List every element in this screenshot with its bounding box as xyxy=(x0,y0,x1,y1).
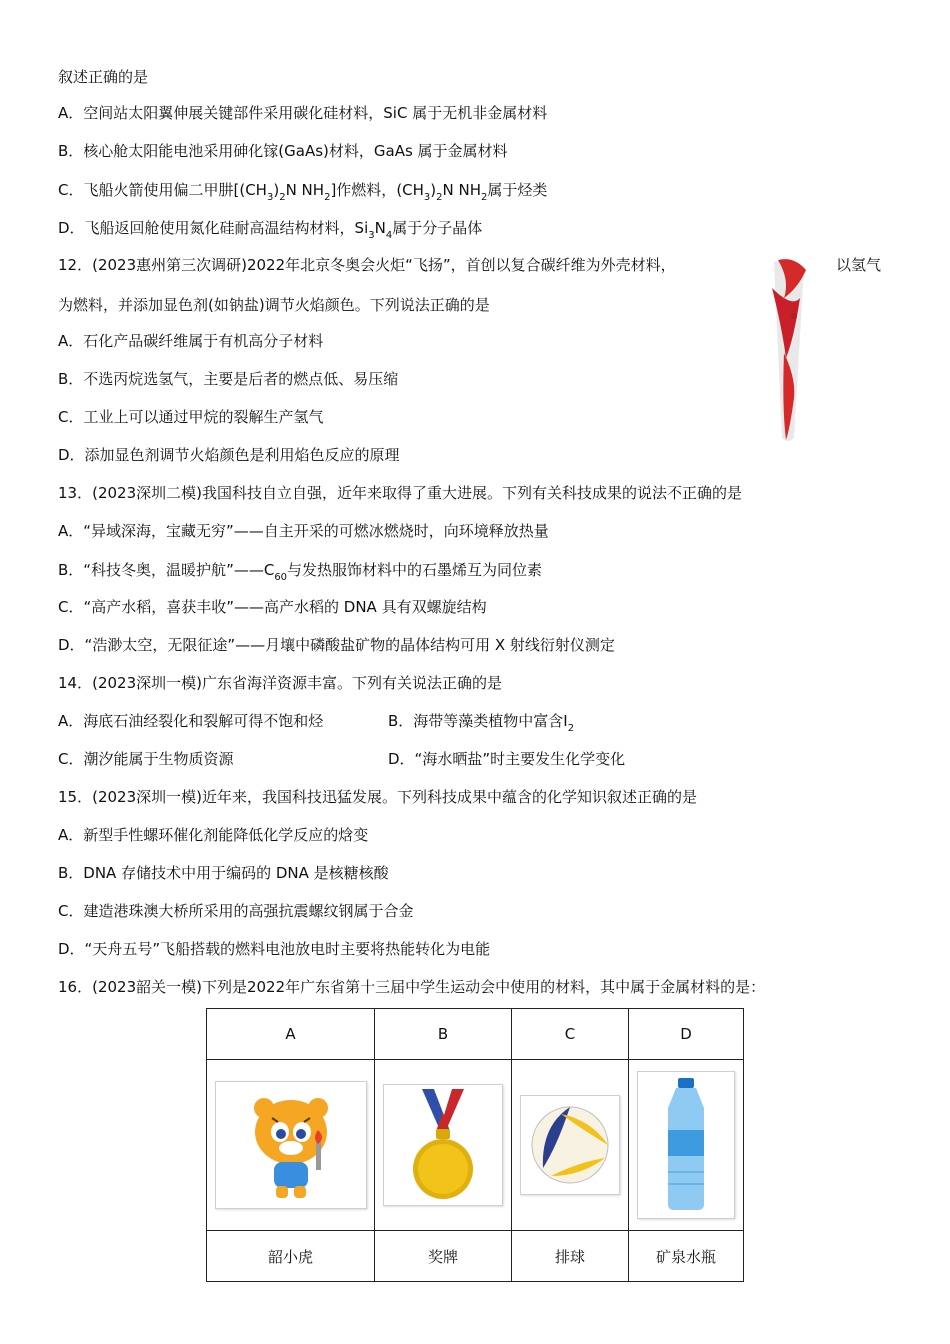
formula-part: ) xyxy=(273,181,280,199)
q15-stem: 15．(2023深圳一模)近年来，我国科技迅猛发展。下列科技成果中蕴含的化学知识叙述正确的是 xyxy=(58,788,697,806)
q14-stem: 14．(2023深圳一模)广东省海洋资源丰富。下列有关说法正确的是 xyxy=(58,674,502,692)
formula-part: (CH xyxy=(396,181,424,199)
caption-a: 韶小虎 xyxy=(207,1231,375,1282)
q11-c-mid: 作燃料， xyxy=(336,181,397,199)
materials-table xyxy=(206,1008,744,1282)
q13-option-d: D．“浩渺太空，无限征途”——月壤中磷酸盐矿物的晶体结构可用 X 射线衍射仪测定 xyxy=(58,636,615,654)
q11-c-prefix: C．飞船火箭使用偏二甲肼 xyxy=(58,181,234,199)
q15-option-d: D．“天舟五号”飞船搭载的燃料电池放电时主要将热能转化为电能 xyxy=(58,940,491,958)
q11-option-c xyxy=(58,180,548,203)
q11-option-a: A．空间站太阳翼伸展关键部件采用碳化硅材料，SiC 属于无机非金属材料 xyxy=(58,104,548,122)
cell-image-a xyxy=(207,1060,375,1231)
q11-d-prefix: D．飞船返回舱使用氮化硅耐高温结构材料，Si xyxy=(58,219,369,237)
intro-line: 叙述正确的是 xyxy=(58,68,149,86)
formula-part: [(CH xyxy=(233,181,267,199)
subscript: 2 xyxy=(481,192,488,203)
formula-part: N NH xyxy=(285,181,325,199)
subscript: 2 xyxy=(436,192,443,203)
subscript: 2 xyxy=(279,192,286,203)
subscript: 4 xyxy=(385,230,393,241)
caption-b: 奖牌 xyxy=(375,1231,512,1282)
frame xyxy=(637,1071,735,1219)
q11-option-d xyxy=(58,218,483,241)
q13-option-a: A．“异域深海，宝藏无穷”——自主开采的可燃冰燃烧时，向环境释放热量 xyxy=(58,522,549,540)
formula-part: N NH xyxy=(442,181,482,199)
subscript: 3 xyxy=(266,192,274,203)
q11-d-suffix: 属于分子晶体 xyxy=(392,219,483,237)
q11-c-suffix: 属于烃类 xyxy=(487,181,548,199)
cell-image-b xyxy=(375,1060,512,1231)
table-image-row xyxy=(207,1060,744,1231)
header-d: D xyxy=(629,1009,744,1060)
subscript: 60 xyxy=(274,572,288,583)
frame xyxy=(383,1084,503,1206)
subscript: 2 xyxy=(567,723,575,734)
q12-option-c: C．工业上可以通过甲烷的裂解生产氢气 xyxy=(58,408,324,426)
q14-option-b xyxy=(388,711,575,734)
cell-image-c xyxy=(512,1060,629,1231)
header-c: C xyxy=(512,1009,629,1060)
q14-option-a: A．海底石油经裂化和裂解可得不饱和烃 xyxy=(58,712,324,730)
q12-option-d: D．添加显色剂调节火焰颜色是利用焰色反应的原理 xyxy=(58,446,400,464)
tiger-mascot-image xyxy=(216,1082,366,1208)
q12-option-b: B．不选丙烷选氢气，主要是后者的燃点低、易压缩 xyxy=(58,370,399,388)
q15-option-a: A．新型手性螺环催化剂能降低化学反应的焓变 xyxy=(58,826,369,844)
q13-option-b xyxy=(58,560,543,583)
header-b: B xyxy=(375,1009,512,1060)
header-a: A xyxy=(207,1009,375,1060)
formula-part: ) xyxy=(430,181,437,199)
q15-option-b: B．DNA 存储技术中用于编码的 DNA 是核糖核酸 xyxy=(58,864,389,882)
q15-option-c: C．建造港珠澳大桥所采用的高强抗震螺纹钢属于合金 xyxy=(58,902,414,920)
q12-stem-tail: 以氢气 xyxy=(836,256,882,274)
q12-stem-line2: 为燃料，并添加显色剂(如钠盐)调节火焰颜色。下列说法正确的是 xyxy=(58,296,490,314)
torch-image xyxy=(764,258,812,444)
cell-image-d xyxy=(629,1060,744,1231)
formula-part: N xyxy=(374,219,386,237)
q12-stem-line1: 12．(2023惠州第三次调研)2022年北京冬奥会火炬“飞扬”，首创以复合碳纤维为外壳材料， xyxy=(58,256,676,274)
table-header-row xyxy=(207,1009,744,1060)
q13-b-prefix: B．“科技冬奥，温暖护航”——C xyxy=(58,561,275,579)
q16-stem: 16．(2023韶关一模)下列是2022年广东省第十三届中学生运动会中使用的材料，其中属于金属材料的是： xyxy=(58,978,766,996)
q14-b-prefix: B．海带等藻类植物中富含I xyxy=(388,712,568,730)
volleyball-image xyxy=(521,1096,619,1194)
q11-option-b: B．核心舱太阳能电池采用砷化镓(GaAs)材料，GaAs 属于金属材料 xyxy=(58,142,508,160)
subscript: 2 xyxy=(324,192,331,203)
frame xyxy=(215,1081,367,1209)
q13-stem: 13．(2023深圳二模)我国科技自立自强，近年来取得了重大进展。下列有关科技成果的说法不正确的是 xyxy=(58,484,742,502)
frame xyxy=(520,1095,620,1195)
formula-part: ] xyxy=(330,181,337,199)
q14-option-d: D．“海水晒盐”时主要发生化学变化 xyxy=(388,750,626,768)
table-caption-row xyxy=(207,1231,744,1282)
q13-b-suffix: 与发热服饰材料中的石墨烯互为同位素 xyxy=(287,561,543,579)
subscript: 3 xyxy=(423,192,431,203)
water-bottle-image xyxy=(638,1072,734,1218)
caption-d: 矿泉水瓶 xyxy=(629,1231,744,1282)
q13-option-c: C．“高产水稻，喜获丰收”——高产水稻的 DNA 具有双螺旋结构 xyxy=(58,598,487,616)
subscript: 3 xyxy=(368,230,375,241)
q12-option-a: A．石化产品碳纤维属于有机高分子材料 xyxy=(58,332,324,350)
q14-option-c: C．潮汐能属于生物质资源 xyxy=(58,750,234,768)
caption-c: 排球 xyxy=(512,1231,629,1282)
medal-image xyxy=(384,1085,502,1205)
